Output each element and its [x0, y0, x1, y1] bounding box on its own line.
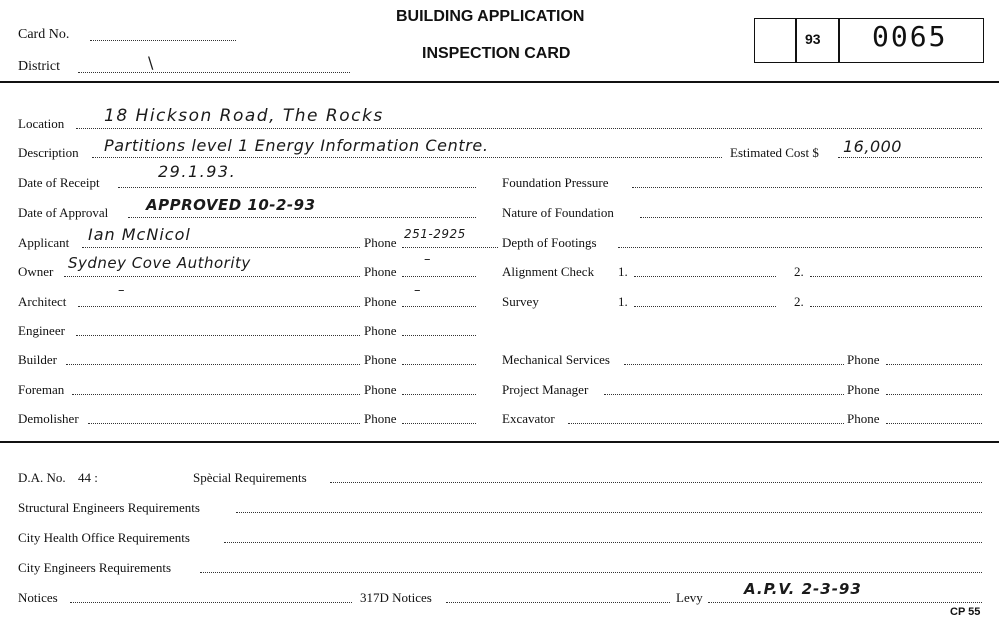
- location-label: Location: [18, 116, 65, 131]
- levy-field[interactable]: [708, 602, 982, 603]
- owner-label: Owner: [18, 264, 54, 279]
- date-of-receipt-field[interactable]: [118, 187, 476, 188]
- survey-field-2[interactable]: [810, 306, 982, 307]
- card-year: 93: [805, 31, 821, 47]
- applicant-phone-value: 251-2925: [404, 227, 466, 241]
- engineer-phone-label: Phone: [364, 323, 397, 338]
- engineer-phone-field[interactable]: [402, 335, 476, 336]
- architect-label: Architect: [18, 294, 67, 309]
- survey-num2: 2.: [794, 294, 804, 309]
- description-field[interactable]: [92, 157, 722, 158]
- estimated-cost-label: Estimated Cost $: [730, 145, 819, 160]
- special-requirements-label: Spècial Requirements: [193, 470, 307, 485]
- alignment-check-label: Alignment Check: [502, 264, 595, 279]
- project-manager-field[interactable]: [604, 394, 844, 395]
- location-value: 18 Hickson Road, The Rocks: [104, 106, 384, 126]
- owner-value: Sydney Cove Authority: [68, 254, 251, 272]
- date-of-approval-field[interactable]: [128, 217, 476, 218]
- district-field[interactable]: [78, 72, 350, 73]
- city-health-label: City Health Office Requirements: [18, 530, 190, 545]
- form-code: CP 55: [950, 606, 981, 618]
- form-title-line1: BUILDING APPLICATION: [396, 8, 585, 25]
- mechanical-services-label: Mechanical Services: [502, 352, 610, 367]
- levy-label: Levy: [676, 590, 703, 605]
- alignment-check-num1: 1.: [618, 264, 628, 279]
- architect-phone-label: Phone: [364, 294, 397, 309]
- applicant-phone-label: Phone: [364, 235, 397, 250]
- demolisher-field[interactable]: [88, 423, 360, 424]
- excavator-field[interactable]: [568, 423, 844, 424]
- foreman-label: Foreman: [18, 382, 65, 397]
- survey-label: Survey: [502, 294, 539, 309]
- survey-num1: 1.: [618, 294, 628, 309]
- special-requirements-field[interactable]: [330, 482, 982, 483]
- levy-value: A.P.V. 2-3-93: [744, 580, 862, 598]
- builder-field[interactable]: [66, 364, 360, 365]
- card-number-box: [754, 18, 984, 63]
- applicant-label: Applicant: [18, 235, 70, 250]
- city-engineers-field[interactable]: [200, 572, 982, 573]
- mechanical-phone-field[interactable]: [886, 364, 982, 365]
- survey-field-1[interactable]: [634, 306, 776, 307]
- estimated-cost-field[interactable]: [838, 157, 982, 158]
- foreman-phone-label: Phone: [364, 382, 397, 397]
- card-number: 0065: [872, 20, 948, 53]
- alignment-check-field-1[interactable]: [634, 276, 776, 277]
- mechanical-services-field[interactable]: [624, 364, 844, 365]
- estimated-cost-value: 16,000: [843, 137, 902, 156]
- description-value: Partitions level 1 Energy Information Centre.: [104, 136, 489, 155]
- architect-phone-value: –: [414, 283, 421, 298]
- project-manager-phone-label: Phone: [847, 382, 880, 397]
- structural-engineers-field[interactable]: [236, 512, 982, 513]
- card-no-label: Card No.: [18, 27, 70, 42]
- builder-phone-label: Phone: [364, 352, 397, 367]
- engineer-field[interactable]: [76, 335, 360, 336]
- owner-phone-field[interactable]: [402, 276, 476, 277]
- owner-phone-value: –: [424, 252, 431, 267]
- foreman-phone-field[interactable]: [402, 394, 476, 395]
- lower-divider: [0, 441, 999, 443]
- da-no-label: D.A. No.: [18, 470, 66, 485]
- foundation-pressure-field[interactable]: [632, 187, 982, 188]
- notices-317d-label: 317D Notices: [360, 590, 432, 605]
- depth-of-footings-field[interactable]: [618, 247, 982, 248]
- owner-phone-label: Phone: [364, 264, 397, 279]
- engineer-label: Engineer: [18, 323, 65, 338]
- date-of-approval-label: Date of Approval: [18, 205, 109, 220]
- excavator-label: Excavator: [502, 411, 555, 426]
- card-no-field[interactable]: [90, 40, 236, 41]
- city-engineers-label: City Engineers Requirements: [18, 560, 172, 575]
- builder-label: Builder: [18, 352, 57, 367]
- foundation-pressure-label: Foundation Pressure: [502, 175, 609, 190]
- da-no-value: 44 :: [78, 470, 98, 485]
- date-of-receipt-value: 29.1.93.: [158, 162, 237, 181]
- alignment-check-field-2[interactable]: [810, 276, 982, 277]
- mechanical-phone-label: Phone: [847, 352, 880, 367]
- date-of-approval-value: APPROVED 10-2-93: [146, 196, 316, 214]
- notices-field[interactable]: [70, 602, 352, 603]
- architect-phone-field[interactable]: [402, 306, 476, 307]
- nature-of-foundation-field[interactable]: [640, 217, 982, 218]
- project-manager-phone-field[interactable]: [886, 394, 982, 395]
- notices-label: Notices: [18, 590, 58, 605]
- alignment-check-num2: 2.: [794, 264, 804, 279]
- architect-field[interactable]: [78, 306, 360, 307]
- form-title-line2: INSPECTION CARD: [422, 45, 571, 62]
- location-field[interactable]: [76, 128, 982, 129]
- date-of-receipt-label: Date of Receipt: [18, 175, 100, 190]
- notices-317d-field[interactable]: [446, 602, 670, 603]
- district-value: \: [148, 53, 154, 72]
- excavator-phone-label: Phone: [847, 411, 880, 426]
- architect-value: –: [118, 283, 125, 298]
- district-label: District: [18, 59, 60, 74]
- card-number-divider-1: [795, 18, 797, 63]
- builder-phone-field[interactable]: [402, 364, 476, 365]
- city-health-field[interactable]: [224, 542, 982, 543]
- depth-of-footings-label: Depth of Footings: [502, 235, 597, 250]
- foreman-field[interactable]: [72, 394, 360, 395]
- card-number-divider-2: [838, 18, 840, 63]
- applicant-phone-field[interactable]: [402, 247, 498, 248]
- owner-field[interactable]: [64, 276, 360, 277]
- nature-of-foundation-label: Nature of Foundation: [502, 205, 614, 220]
- project-manager-label: Project Manager: [502, 382, 589, 397]
- structural-engineers-label: Structural Engineers Requirements: [18, 500, 200, 515]
- header-divider: [0, 81, 999, 83]
- applicant-value: Ian McNicol: [88, 225, 191, 244]
- applicant-field[interactable]: [82, 247, 360, 248]
- demolisher-phone-field[interactable]: [402, 423, 476, 424]
- excavator-phone-field[interactable]: [886, 423, 982, 424]
- description-label: Description: [18, 145, 79, 160]
- demolisher-phone-label: Phone: [364, 411, 397, 426]
- demolisher-label: Demolisher: [18, 411, 79, 426]
